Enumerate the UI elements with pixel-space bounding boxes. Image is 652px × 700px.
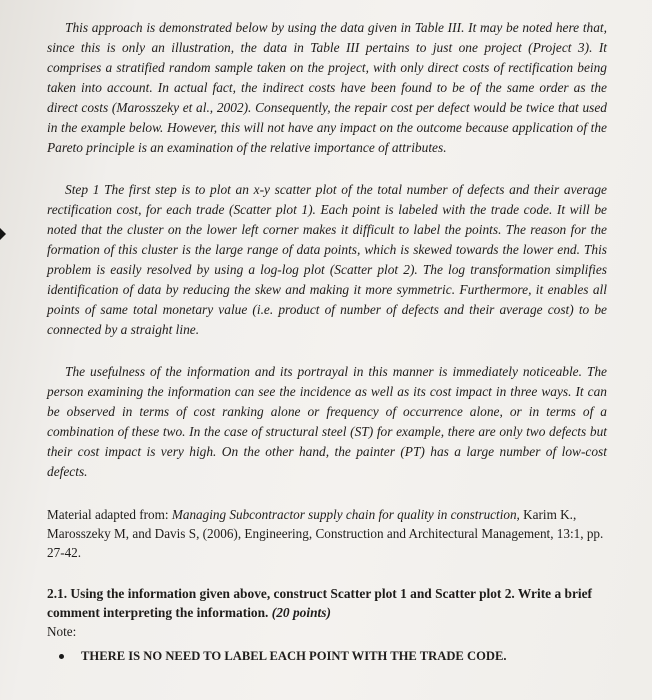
source-authors: Karim K., Marosszeky M, and Davis S, (2006), Engineering, Construction and Architectural Management, 13:1, pp. 27-42. — [47, 507, 604, 560]
note-item — [47, 647, 607, 666]
paragraph-text: The usefulness of the information and its portrayal in this manner is immediately noticeable. The person examining the information can see the incidence as well as its cost impact in three ways. It can be observed in terms of cost ranking alone or frequency of occurrence alone, or in terms of a combination of these two. In the case of structural steel (ST) for example, there are only two defects but their cost impact is very high. On the other hand, the painter (PT) has a large number of low-cost defects. — [47, 364, 607, 479]
question-2-1 — [47, 584, 607, 622]
paragraph-step-1 — [47, 180, 607, 340]
question-text: 2.1. Using the information given above, construct Scatter plot 1 and Scatter plot 2. Write a brief comment interpreting the information. — [47, 586, 593, 620]
bullet-icon — [59, 654, 64, 659]
source-citation — [47, 505, 607, 562]
paragraph-text: Step 1 The first step is to plot an x-y scatter plot of the total number of defects and their average rectification cost, for each trade (Scatter plot 1). Each point is labeled with the trade code. It will be noted that the cluster on the lower left corner makes it difficult to label the points. The reason for the formation of this cluster is the large range of data points, which is skewed towards the lower end. This problem is easily resolved by using a log-log plot (Scatter plot 2). The log transformation simplifies identification of data by reducing the skew and making it more symmetric. Furthermore, it enables all points of same total monetary value (i.e. product of number of defects and their average cost) to be connected by a straight line. — [47, 182, 607, 337]
paragraph-usefulness — [47, 362, 607, 482]
source-prefix: Material adapted from: — [47, 507, 172, 522]
question-points: (20 points) — [271, 605, 331, 620]
note-label: Note: — [47, 624, 77, 639]
document-body — [47, 18, 607, 666]
page-edge-marker — [0, 228, 6, 240]
paragraph-approach — [47, 18, 607, 158]
note-item-text: THERE IS NO NEED TO LABEL EACH POINT WITH THE TRADE CODE. — [81, 649, 507, 663]
paragraph-text: This approach is demonstrated below by using the data given in Table III. It may be noted here that, since this is only an illustration, the data in Table III pertains to just one project (Project 3). It comprises a stratified random sample taken on the project, with only direct costs of rectification being taken into account. In actual fact, the indirect costs have been found to be of the same order as the direct costs (Marosszeky et al., 2002). Consequently, the repair cost per defect would be twice that used in the example below. However, this will not have any impact on the outcome because application of the Pareto principle is an examination of the relative importance of attributes. — [47, 20, 607, 155]
source-title: Managing Subcontractor supply chain for quality in construction, — [171, 507, 520, 522]
note-list — [47, 647, 607, 666]
